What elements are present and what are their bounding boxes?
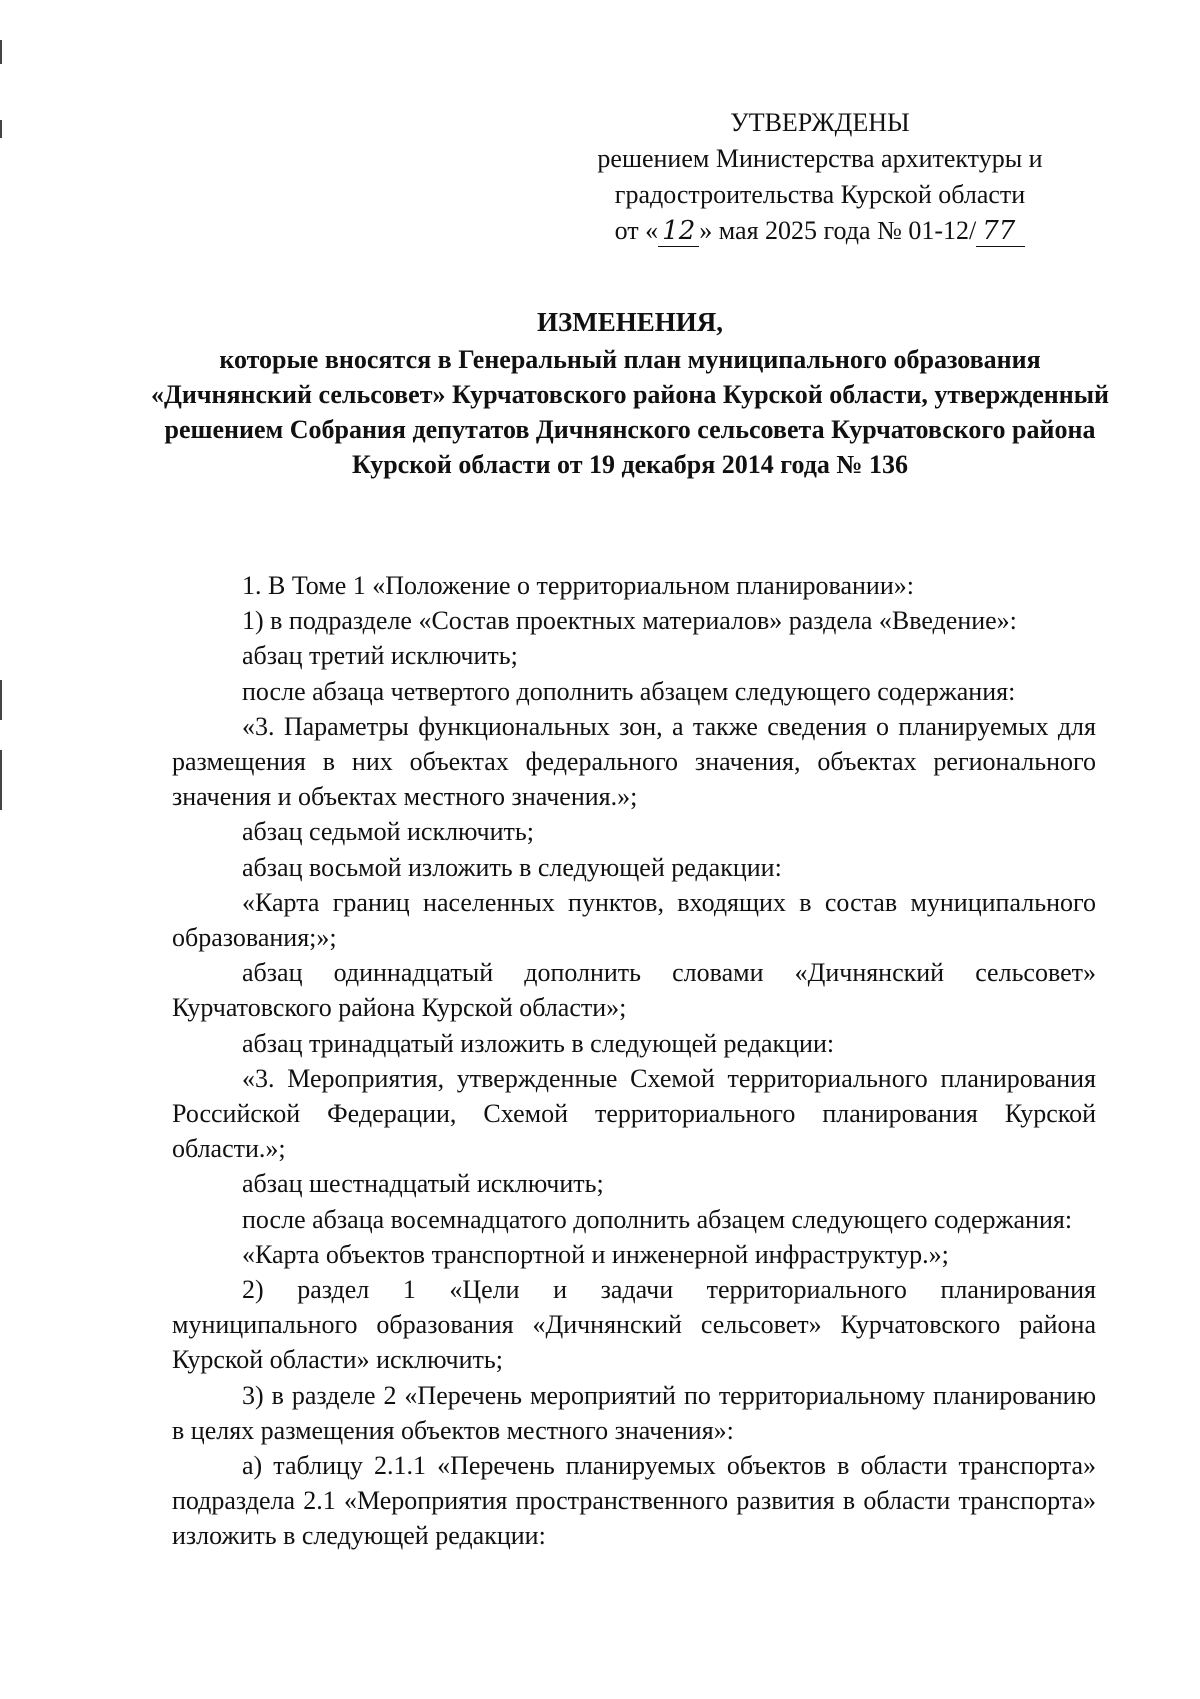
approval-heading: УТВЕРЖДЕНЫ xyxy=(730,108,910,137)
paragraph: «3. Параметры функциональных зон, а также сведения о планируемых для размещения в них объектах федерального значения, объектах регионального значения и объектах местного значения.»; xyxy=(172,711,1096,812)
paragraph: после абзаца четвертого дополнить абзацем следующего содержания: xyxy=(242,676,1016,706)
approval-date-line xyxy=(560,213,1080,249)
paragraph: 2) раздел 1 «Цели и задачи территориального планирования муниципального образования «Дичнянский сельсовет» Курчатовского района Курской области» исключить; xyxy=(172,1275,1096,1375)
paragraph: после абзаца восемнадцатого дополнить абзацем следующего содержания: xyxy=(242,1204,1073,1234)
date-prefix: от « xyxy=(614,216,659,245)
approval-stamp xyxy=(560,105,1080,249)
title-subtitle: которые вносятся в Генеральный план муниципального образования «Дичнянский сельсовет» Курчатовского района Курской области, утвержденный решением Собрания депутатов Дичнянского сельсовета Курчатовского района Курской области от 19 декабря 2014 года № 136 xyxy=(150,345,1110,479)
scan-edge-mark xyxy=(0,120,2,138)
paragraph: а) таблицу 2.1.1 «Перечень планируемых объектов в области транспорта» подраздела 2.1 «Мероприятия пространственного развития в области транспорта» изложить в следующей редакции: xyxy=(172,1451,1096,1551)
paragraph: абзац шестнадцатый исключить; xyxy=(242,1169,604,1199)
scan-edge-mark xyxy=(0,750,2,810)
title-main: ИЗМЕНЕНИЯ, xyxy=(536,307,723,337)
paragraph: абзац восьмой изложить в следующей редакции: xyxy=(242,852,782,882)
document-title xyxy=(150,305,1110,482)
paragraph: абзац седьмой исключить; xyxy=(242,817,534,847)
approval-line: градостроительства Курской области xyxy=(614,180,1026,209)
paragraph: 1. В Томе 1 «Положение о территориальном планировании»: xyxy=(242,571,914,600)
handwritten-day: 12 xyxy=(658,216,699,247)
paragraph: абзац третий исключить; xyxy=(242,641,518,671)
document-body xyxy=(172,568,1096,1554)
paragraph: абзац одиннадцатый дополнить словами «Дичнянский сельсовет» Курчатовского района Курской области»; xyxy=(172,958,1096,1023)
date-middle: » мая 2025 года № 01-12/ xyxy=(699,216,977,245)
paragraph: «3. Мероприятия, утвержденные Схемой территориального планирования Российской Федерации, Схемой территориального планирования Курской области.»; xyxy=(172,1063,1096,1164)
paragraph: «Карта границ населенных пунктов, входящих в состав муниципального образования;»; xyxy=(172,887,1096,953)
scan-edge-mark xyxy=(0,680,2,720)
paragraph: 3) в разделе 2 «Перечень мероприятий по территориальному планированию в целях размещения объектов местного значения»: xyxy=(172,1380,1096,1445)
scan-edge-mark xyxy=(0,40,2,64)
handwritten-number: 77 xyxy=(976,216,1025,247)
paragraph: абзац тринадцатый изложить в следующей редакции: xyxy=(242,1028,835,1058)
paragraph: «Карта объектов транспортной и инженерной инфраструктур.»; xyxy=(242,1239,949,1269)
paragraph: 1) в подразделе «Состав проектных материалов» раздела «Введение»: xyxy=(242,606,1017,636)
approval-line: решением Министерства архитектуры и xyxy=(597,144,1043,173)
